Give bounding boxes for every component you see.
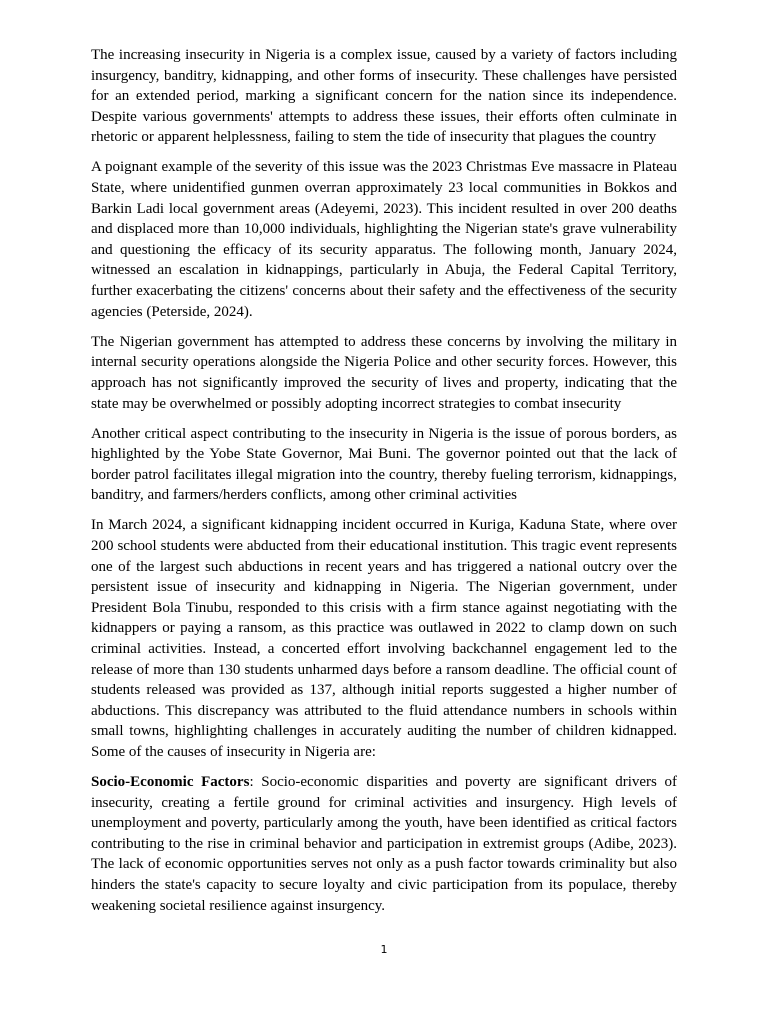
paragraph-socio-economic (91, 772, 677, 916)
paragraph-text: Another critical aspect contributing to the insecurity in Nigeria is the issue of porous borders, as highlighted by the Yobe State Governor, Mai Buni. The governor pointed out that the lack of border patrol facilitates illegal migration into the country, thereby fueling terrorism, kidnappings, banditry, and farmers/herders conflicts, among other criminal activities (91, 425, 677, 504)
paragraph-text: A poignant example of the severity of this issue was the 2023 Christmas Eve massacre in Plateau State, where unidentified gunmen overran approximately 23 local communities in Bokkos and Barkin Ladi local government areas (Adeyemi, 2023). This incident resulted in over 200 deaths and displaced more than 10,000 individuals, highlighting the Nigerian state's grave vulnerability and questioning the efficacy of its security apparatus. The following month, January 2024, witnessed an escalation in kidnappings, particularly in Abuja, the Federal Capital Territory, further exacerbating the citizens' concerns about their safety and the effectiveness of the security agencies (Peterside, 2024). (91, 159, 677, 320)
paragraph-plateau-massacre (91, 157, 677, 322)
paragraph-text: The Nigerian government has attempted to address these concerns by involving the military in internal security operations alongside the Nigeria Police and other security forces. However, this approach has not significantly improved the security of lives and property, indicating that the state may be overwhelmed or possibly adopting incorrect strategies to combat insecurity (91, 333, 677, 412)
paragraph-lead-heading: Socio-Economic Factors (91, 774, 250, 791)
paragraph-porous-borders (91, 424, 677, 506)
paragraph-intro (91, 45, 677, 148)
paragraph-kuriga-kidnapping (91, 515, 677, 762)
paragraph-text: In March 2024, a significant kidnapping incident occurred in Kuriga, Kaduna State, where over 200 school students were abducted from their educational institution. This tragic event represents one of the largest such abductions in recent years and has triggered a national outcry over the persistent issue of insecurity and kidnapping in Nigeria. The Nigerian government, under President Bola Tinubu, responded to this crisis with a firm stance against negotiating with the kidnappers or paying a ransom, as this practice was outlawed in 2022 to clamp down on such criminal activities. Instead, a concerted effort involving backchannel engagement led to the release of more than 130 students unharmed days before a ransom deadline. The official count of students released was provided as 137, although initial reports suggested a higher number of abductions. This discrepancy was attributed to the fluid attendance numbers in schools within small towns, highlighting challenges in accurately auditing the number of children kidnapped. Some of the causes of insecurity in Nigeria are: (91, 517, 677, 760)
paragraph-text: The increasing insecurity in Nigeria is a complex issue, caused by a variety of factors including insurgency, banditry, kidnapping, and other forms of insecurity. These challenges have persisted for an extended period, marking a significant concern for the nation since its independence. Despite various governments' attempts to address these issues, their efforts often culminate in rhetoric or apparent helplessness, failing to stem the tide of insecurity that plagues the country (91, 47, 677, 146)
document-page (91, 45, 677, 926)
page-number: 1 (380, 943, 388, 956)
paragraph-text: : Socio-economic disparities and poverty are significant drivers of insecurity, creating a fertile ground for criminal activities and insurgency. High levels of unemployment and poverty, particularly among the youth, have been identified as critical factors contributing to the rise in criminal behavior and participation in extremist groups (Adibe, 2023). The lack of economic opportunities serves not only as a push factor towards criminality but also hinders the state's capacity to secure loyalty and civic participation from its populace, thereby weakening societal resilience against insurgency. (91, 774, 677, 914)
paragraph-military-involvement (91, 332, 677, 414)
